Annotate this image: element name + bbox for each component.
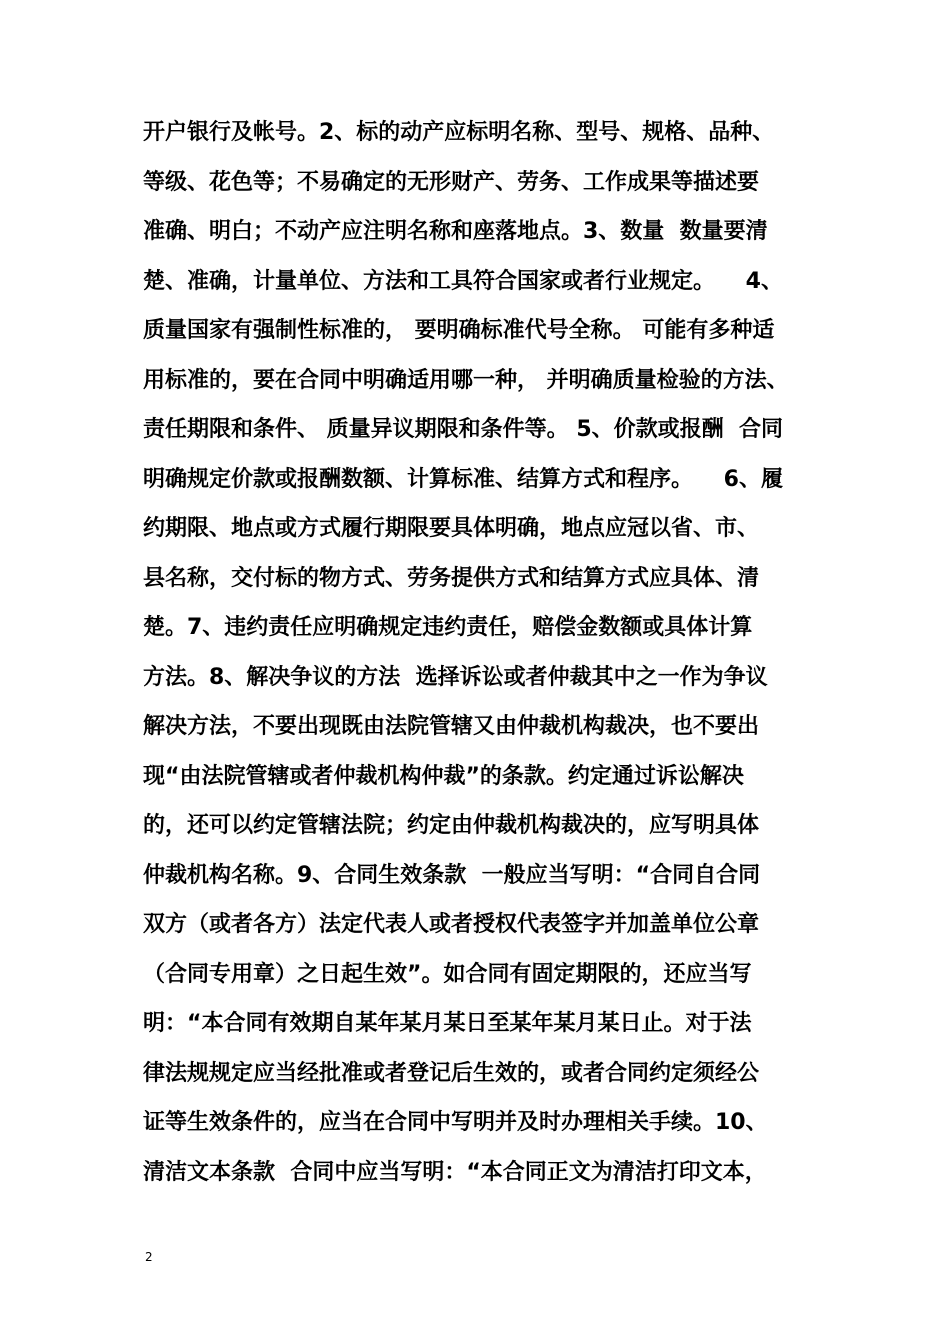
text-line: 楚、准确，计量单位、方法和工具符合国家或者行业规定。 4、 <box>143 268 783 294</box>
text-line: 证等生效条件的，应当在合同中写明并及时办理相关手续。10、 <box>143 1110 768 1135</box>
text-line: 明：“本合同有效期自某年某月某日至某年某月某日止。对于法 <box>143 1011 752 1036</box>
text-line: 等级、花色等；不易确定的无形财产、劳务、工作成果等描述要 <box>143 169 760 195</box>
page-number: 2 <box>145 1250 153 1264</box>
text-line: 县名称，交付标的物方式、劳务提供方式和结算方式应具体、清 <box>143 565 760 591</box>
text-line: 用标准的，要在合同中明确适用哪一种， 并明确质量检验的方法、 <box>143 367 789 393</box>
text-line: 仲裁机构名称。9、合同生效条款 一般应当写明：“合同自合同 <box>143 862 761 888</box>
text-line: 准确、明白；不动产应注明名称和座落地点。3、数量 数量要清 <box>143 219 768 244</box>
text-line: 解决方法，不要出现既由法院管辖又由仲裁机构裁决，也不要出 <box>143 714 760 739</box>
body-text <box>143 108 813 1197</box>
text-line: 约期限、地点或方式履行期限要具体明确，地点应冠以省、市、 <box>143 516 760 541</box>
text-line: 清洁文本条款 合同中应当写明：“本合同正文为清洁打印文本， <box>143 1159 767 1185</box>
text-line: 律法规规定应当经批准或者登记后生效的，或者合同约定须经公 <box>143 1060 760 1086</box>
text-line: 责任期限和条件、 质量异议期限和条件等。 5、价款或报酬 合同 <box>143 417 783 442</box>
text-line: 楚。7、违约责任应明确规定违约责任，赔偿金数额或具体计算 <box>143 615 753 640</box>
text-line: 开户银行及帐号。2、标的动产应标明名称、型号、规格、品种、 <box>143 120 775 145</box>
text-line: 双方（或者各方）法定代表人或者授权代表签字并加盖单位公章 <box>143 912 760 937</box>
text-line: 质量国家有强制性标准的， 要明确标准代号全称。 可能有多种适 <box>143 318 775 343</box>
text-line: 明确规定价款或报酬数额、计算标准、结算方式和程序。 6、履 <box>143 466 783 492</box>
text-line: 的，还可以约定管辖法院；约定由仲裁机构裁决的，应写明具体 <box>143 813 760 838</box>
text-line: （合同专用章）之日起生效”。如合同有固定期限的，还应当写 <box>143 961 752 987</box>
text-line: 方法。8、解决争议的方法 选择诉讼或者仲裁其中之一作为争议 <box>143 664 768 690</box>
text-line: 现“由法院管辖或者仲裁机构仲裁”的条款。约定通过诉讼解决 <box>143 763 744 789</box>
